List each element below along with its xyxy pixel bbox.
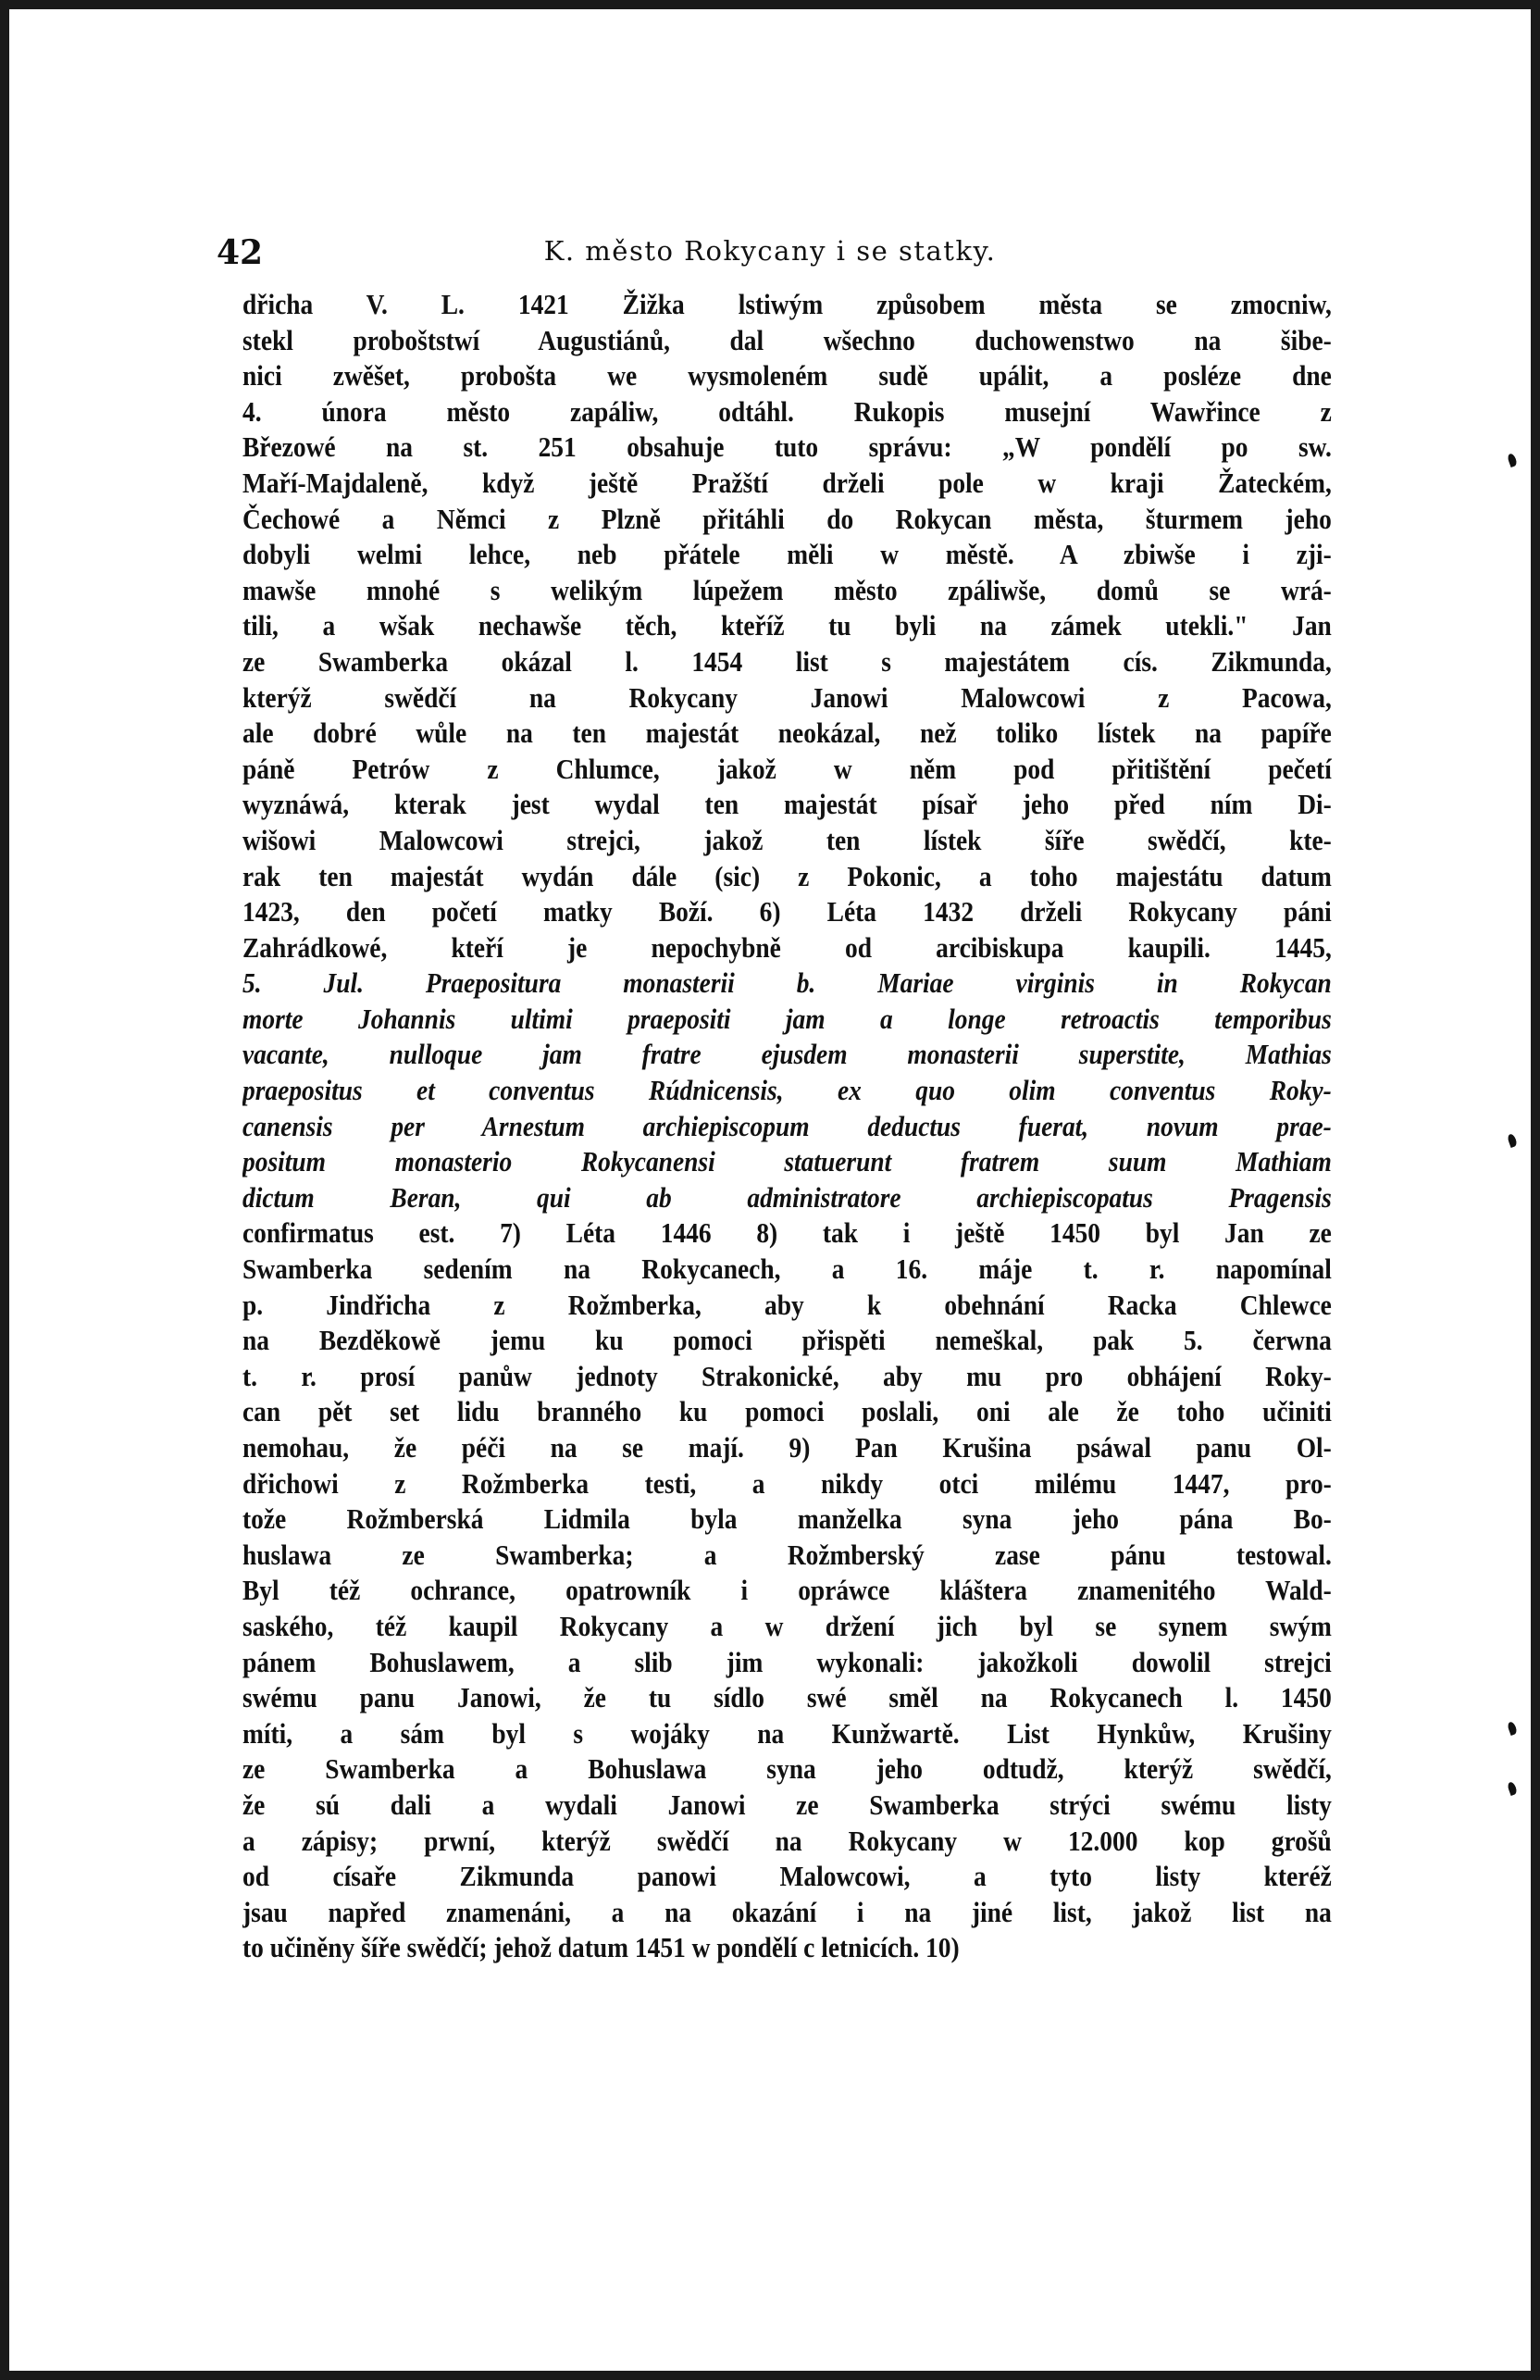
text-line: saského, též kaupil Rokycany a w držení jich byl se synem swým [242, 1610, 1332, 1642]
text-line: 4. února město zapáliw, odtáhl. Rukopis musejní Wawřince z [242, 395, 1332, 428]
text-line: wyznáwá, kterak jest wydal ten majestát písař jeho před ním Di- [242, 789, 1332, 821]
text-line: na Bezděkowě jemu ku pomoci přispěti nemeškal, pak 5. čerwna [242, 1325, 1332, 1357]
text-line: to učiněny šíře swědčí; jehož datum 1451 w pondělí c letnicích. 10) [242, 1932, 960, 1964]
text-line: wišowi Malowcowi strejci, jakož ten lístek šíře swědčí, kte- [242, 824, 1332, 856]
text-line: že sú dali a wydali Janowi ze Swamberka strýci swému listy [242, 1788, 1332, 1821]
text-line: t. r. prosí panůw jednoty Strakonické, aby mu pro obhájení Roky- [242, 1360, 1332, 1392]
text-line: tili, a wšak nechawše těch, kteříž tu byli na zámek utekli." Jan [242, 610, 1332, 642]
text-line: nici zwěšet, probošta we wysmoleném sudě upálit, a posléze dne [242, 360, 1332, 393]
book-page [9, 9, 1531, 2371]
text-line: can pět set lidu branného ku pomoci poslali, oni ale že toho učiniti [242, 1396, 1332, 1428]
text-line: páně Petrów z Chlumce, jakož w něm pod přitištění pečetí [242, 753, 1332, 785]
ink-mark [1507, 1721, 1518, 1736]
text-line: dřicha V. L. 1421 Žižka lstiwým způsobem města se zmocniw, [242, 289, 1332, 320]
text-line: dobyli welmi lehce, neb přátele měli w městě. A zbiwše i zji- [242, 539, 1332, 571]
text-line: confirmatus est. 7) Léta 1446 8) tak i ještě 1450 byl Jan ze [242, 1217, 1332, 1250]
ink-mark [1507, 1781, 1518, 1796]
text-line: morte Johannis ultimi praepositi jam a longe retroactis temporibus [242, 1003, 1332, 1035]
text-line: Maří-Majdaleně, když ještě Pražští drželi pole w kraji Žateckém, [242, 467, 1332, 499]
text-line: Zahrádkowé, kteří je nepochybně od arcibiskupa kaupili. 1445, [242, 931, 1332, 964]
text-line: od císaře Zikmunda panowi Malowcowi, a tyto listy kteréž [242, 1861, 1332, 1893]
text-line: ze Swamberka okázal l. 1454 list s majestátem cís. Zikmunda, [242, 645, 1332, 678]
text-line: p. Jindřicha z Rožmberka, aby k obehnání Racka Chlewce [242, 1289, 1332, 1321]
text-line: pánem Bohuslawem, a slib jim wykonali: jakožkoli dowolil strejci [242, 1646, 1332, 1678]
text-line: ale dobré wůle na ten majestát neokázal, než toliko lístek na papíře [242, 717, 1332, 750]
page-number: 42 [217, 233, 264, 272]
text-line: Březowé na st. 251 obsahuje tuto správu: „W pondělí po sw. [242, 431, 1332, 464]
text-line: Čechowé a Němci z Plzně přitáhli do Rokycan města, šturmem jeho [242, 503, 1332, 535]
text-line: Swamberka sedením na Rokycanech, a 16. máje t. r. napomínal [242, 1253, 1332, 1286]
text-line: mawše mnohé s welikým lúpežem město zpáliwše, domů se wrá- [242, 574, 1332, 606]
text-line: kterýž swědčí na Rokycany Janowi Malowcowi z Pacowa, [242, 681, 1332, 714]
margin-ink-marks [1499, 9, 1518, 2371]
text-line: stekl proboštstwí Augustiánů, dal wšechno duchowenstwo na šibe- [242, 324, 1332, 356]
text-line: 1423, den početí matky Boží. 6) Léta 1432 drželi Rokycany páni [242, 896, 1332, 928]
running-title: K. město Rokycany i se statky. [543, 235, 997, 267]
text-line: ze Swamberka a Bohuslawa syna jeho odtudž, kterýž swědčí, [242, 1753, 1332, 1786]
text-line: a zápisy; prwní, kterýž swědčí na Rokycany w 12.000 kop grošů [242, 1825, 1332, 1857]
text-line: canensis per Arnestum archiepiscopum deductus fuerat, novum prae- [242, 1110, 1332, 1142]
text-line: positum monasterio Rokycanensi statuerunt fratrem suum Mathiam [242, 1146, 1332, 1178]
text-line: 5. Jul. Praepositura monasterii b. Mariae virginis in Rokycan [242, 967, 1332, 1000]
text-line: vacante, nulloque jam fratre ejusdem monasterii superstite, Mathias [242, 1039, 1332, 1071]
text-line: Byl též ochrance, opatrowník i opráwce kláštera znamenitého Wald- [242, 1575, 1332, 1607]
text-line: dictum Beran, qui ab administratore archiepiscopatus Pragensis [242, 1181, 1332, 1214]
text-line: jsau napřed znamenáni, a na okazání i na jiné list, jakož list na [242, 1896, 1332, 1928]
body-text [242, 287, 1333, 1966]
text-line: rak ten majestát wydán dále (sic) z Pokonic, a toho majestátu datum [242, 860, 1332, 892]
ink-mark [1507, 453, 1518, 467]
text-line: swému panu Janowi, že tu sídlo swé směl na Rokycanech l. 1450 [242, 1682, 1332, 1714]
text-line: míti, a sám byl s wojáky na Kunžwartě. List Hynkůw, Krušiny [242, 1717, 1332, 1750]
ink-mark [1507, 1133, 1518, 1148]
page-header [9, 224, 1531, 280]
text-line: dřichowi z Rožmberka testi, a nikdy otci milému 1447, pro- [242, 1467, 1332, 1500]
text-line: tože Rožmberská Lidmila byla manželka syna jeho pána Bo- [242, 1503, 1332, 1536]
text-line: nemohau, že péči na se mají. 9) Pan Krušina psáwal panu Ol- [242, 1432, 1332, 1464]
text-line: huslawa ze Swamberka; a Rožmberský zase pánu testowal. [242, 1539, 1332, 1571]
text-line: praepositus et conventus Rúdnicensis, ex quo olim conventus Roky- [242, 1075, 1332, 1107]
